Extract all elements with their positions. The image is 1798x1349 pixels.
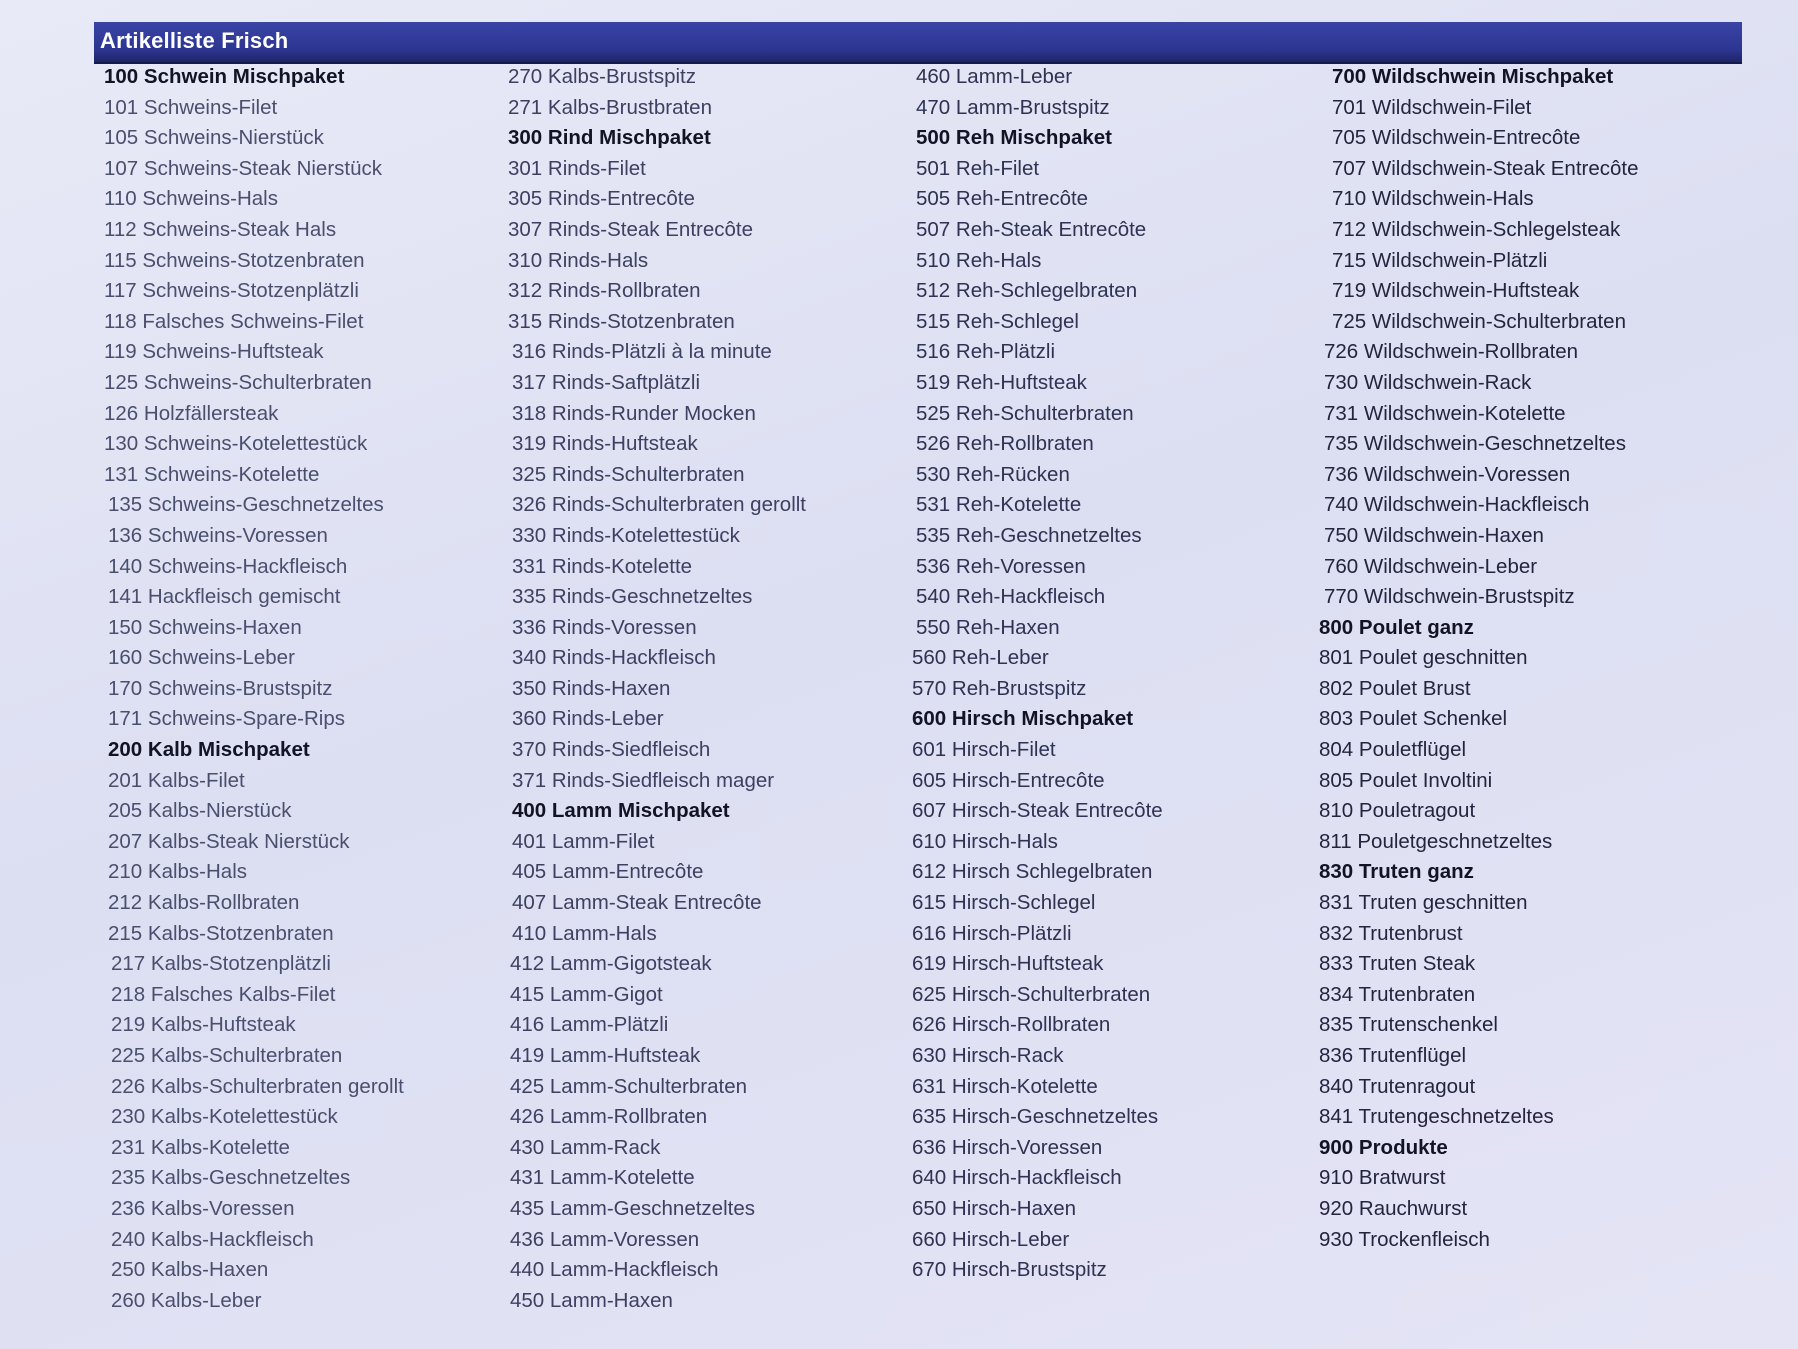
category-header: 830 Truten ganz	[1319, 860, 1474, 884]
article-item: 340 Rinds-Hackfleisch	[512, 646, 716, 670]
column-1	[104, 62, 404, 1316]
article-item: 740 Wildschwein-Hackfleisch	[1324, 493, 1590, 517]
article-item: 112 Schweins-Steak Hals	[104, 217, 337, 241]
article-item: 110 Schweins-Hals	[104, 187, 278, 211]
article-item: 435 Lamm-Geschnetzeltes	[510, 1196, 755, 1220]
article-item: 407 Lamm-Steak Entrecôte	[512, 891, 762, 915]
article-item: 119 Schweins-Huftsteak	[104, 340, 324, 364]
category-header: 400 Lamm Mischpaket	[512, 799, 730, 823]
category-header: 600 Hirsch Mischpaket	[912, 707, 1134, 731]
article-item: 525 Reh-Schulterbraten	[916, 401, 1134, 425]
article-item: 212 Kalbs-Rollbraten	[108, 891, 300, 915]
article-item: 101 Schweins-Filet	[104, 95, 278, 119]
article-item: 832 Trutenbrust	[1319, 921, 1463, 945]
article-item: 516 Reh-Plätzli	[916, 340, 1056, 364]
article-item: 315 Rinds-Stotzenbraten	[508, 309, 735, 333]
article-item: 201 Kalbs-Filet	[108, 768, 245, 792]
article-item: 131 Schweins-Kotelette	[104, 462, 320, 486]
article-item: 419 Lamm-Huftsteak	[510, 1044, 701, 1067]
article-item: 316 Rinds-Plätzli à la minute	[512, 340, 772, 364]
title-bar	[94, 22, 1742, 62]
article-item: 305 Rinds-Entrecôte	[508, 187, 695, 211]
article-item: 536 Reh-Voressen	[916, 554, 1086, 578]
article-item: 105 Schweins-Nierstück	[104, 126, 324, 150]
article-item: 531 Reh-Kotelette	[916, 493, 1082, 517]
article-item: 710 Wildschwein-Hals	[1332, 187, 1534, 211]
article-item: 805 Poulet Involtini	[1319, 768, 1493, 792]
article-item: 535 Reh-Geschnetzeltes	[916, 523, 1142, 547]
article-item: 230 Kalbs-Kotelettestück	[111, 1105, 338, 1129]
article-item: 811 Pouletgeschnetzeltes	[1319, 829, 1553, 853]
article-item: 507 Reh-Steak Entrecôte	[916, 217, 1147, 241]
article-item: 831 Truten geschnitten	[1319, 891, 1528, 915]
article-item: 601 Hirsch-Filet	[912, 738, 1056, 762]
article-item: 136 Schweins-Voressen	[108, 523, 328, 547]
page-title: Artikelliste Frisch	[100, 28, 289, 53]
article-item: 107 Schweins-Steak Nierstück	[104, 156, 383, 180]
article-item: 150 Schweins-Haxen	[108, 615, 302, 639]
article-item: 803 Poulet Schenkel	[1319, 707, 1508, 731]
article-item: 171 Schweins-Spare-Rips	[108, 707, 346, 731]
article-item: 371 Rinds-Siedfleisch mager	[512, 768, 775, 792]
article-item: 425 Lamm-Schulterbraten	[510, 1074, 748, 1098]
article-item: 833 Truten Steak	[1319, 952, 1476, 976]
article-item: 610 Hirsch-Hals	[912, 829, 1058, 853]
article-item: 802 Poulet Brust	[1319, 676, 1471, 700]
article-item: 625 Hirsch-Schulterbraten	[912, 982, 1151, 1006]
article-item: 360 Rinds-Leber	[512, 707, 664, 731]
article-item: 250 Kalbs-Haxen	[111, 1258, 269, 1282]
article-item: 630 Hirsch-Rack	[912, 1044, 1064, 1067]
article-item: 370 Rinds-Siedfleisch	[512, 738, 711, 762]
article-item: 401 Lamm-Filet	[512, 829, 655, 853]
article-item: 440 Lamm-Hackfleisch	[510, 1258, 719, 1282]
article-item: 326 Rinds-Schulterbraten gerollt	[512, 493, 806, 517]
article-item: 715 Wildschwein-Plätzli	[1332, 248, 1548, 272]
article-item: 801 Poulet geschnitten	[1319, 646, 1528, 670]
article-item: 350 Rinds-Haxen	[512, 676, 671, 700]
article-item: 515 Reh-Schlegel	[916, 309, 1079, 333]
article-item: 910 Bratwurst	[1319, 1166, 1446, 1190]
article-item: 631 Hirsch-Kotelette	[912, 1074, 1098, 1098]
article-item: 125 Schweins-Schulterbraten	[104, 370, 372, 394]
article-item: 770 Wildschwein-Brustspitz	[1324, 585, 1575, 609]
article-item: 841 Trutengeschnetzeltes	[1319, 1105, 1554, 1129]
article-item: 501 Reh-Filet	[916, 156, 1040, 180]
article-item: 207 Kalbs-Steak Nierstück	[108, 829, 350, 853]
article-item: 410 Lamm-Hals	[512, 921, 657, 945]
article-item: 215 Kalbs-Stotzenbraten	[108, 921, 334, 945]
article-item: 115 Schweins-Stotzenbraten	[104, 248, 365, 272]
article-item: 226 Kalbs-Schulterbraten gerollt	[111, 1074, 404, 1098]
article-item: 312 Rinds-Rollbraten	[508, 279, 701, 303]
article-item: 225 Kalbs-Schulterbraten	[111, 1044, 343, 1067]
article-item: 319 Rinds-Huftsteak	[512, 432, 698, 456]
article-item: 235 Kalbs-Geschnetzeltes	[111, 1166, 351, 1190]
article-item: 705 Wildschwein-Entrecôte	[1332, 126, 1581, 150]
category-header: 300 Rind Mischpaket	[508, 126, 711, 150]
article-item: 660 Hirsch-Leber	[912, 1227, 1070, 1251]
article-item: 219 Kalbs-Huftsteak	[111, 1013, 296, 1037]
article-item: 804 Pouletflügel	[1319, 738, 1467, 762]
article-item: 840 Trutenragout	[1319, 1074, 1476, 1098]
article-item: 301 Rinds-Filet	[508, 156, 646, 180]
article-item: 310 Rinds-Hals	[508, 248, 649, 272]
article-item: 135 Schweins-Geschnetzeltes	[108, 493, 384, 517]
article-item: 736 Wildschwein-Voressen	[1324, 462, 1571, 486]
article-item: 307 Rinds-Steak Entrecôte	[508, 217, 753, 241]
article-item: 140 Schweins-Hackfleisch	[108, 554, 348, 578]
article-item: 430 Lamm-Rack	[510, 1135, 661, 1159]
article-item: 205 Kalbs-Nierstück	[108, 799, 292, 823]
article-item: 612 Hirsch Schlegelbraten	[912, 860, 1153, 884]
article-item: 317 Rinds-Saftplätzli	[512, 370, 701, 394]
article-item: 615 Hirsch-Schlegel	[912, 891, 1096, 915]
article-item: 416 Lamm-Plätzli	[510, 1013, 669, 1037]
category-header: 900 Produkte	[1319, 1135, 1448, 1159]
category-header: 100 Schwein Mischpaket	[104, 65, 345, 88]
article-item: 735 Wildschwein-Geschnetzeltes	[1324, 432, 1626, 456]
article-item: 810 Pouletragout	[1319, 799, 1476, 823]
category-header: 700 Wildschwein Mischpaket	[1332, 65, 1614, 88]
article-item: 719 Wildschwein-Huftsteak	[1332, 279, 1580, 303]
column-2	[508, 62, 806, 1316]
article-item: 436 Lamm-Voressen	[510, 1227, 700, 1251]
article-item: 270 Kalbs-Brustspitz	[508, 65, 697, 88]
article-item: 750 Wildschwein-Haxen	[1324, 523, 1544, 547]
article-item: 836 Trutenflügel	[1319, 1044, 1467, 1067]
article-item: 510 Reh-Hals	[916, 248, 1042, 272]
category-header: 500 Reh Mischpaket	[916, 126, 1112, 150]
article-item: 619 Hirsch-Huftsteak	[912, 952, 1104, 976]
article-item: 505 Reh-Entrecôte	[916, 187, 1089, 211]
article-item: 512 Reh-Schlegelbraten	[916, 279, 1138, 303]
article-item: 725 Wildschwein-Schulterbraten	[1332, 309, 1626, 333]
article-item: 405 Lamm-Entrecôte	[512, 860, 704, 884]
article-item: 626 Hirsch-Rollbraten	[912, 1013, 1111, 1037]
article-item: 130 Schweins-Kotelettestück	[104, 432, 368, 456]
article-item: 760 Wildschwein-Leber	[1324, 554, 1538, 578]
article-item: 118 Falsches Schweins-Filet	[104, 309, 364, 333]
article-item: 731 Wildschwein-Kotelette	[1324, 401, 1566, 425]
article-item: 217 Kalbs-Stotzenplätzli	[111, 952, 331, 976]
article-item: 540 Reh-Hackfleisch	[916, 585, 1106, 609]
article-item: 607 Hirsch-Steak Entrecôte	[912, 799, 1163, 823]
article-item: 335 Rinds-Geschnetzeltes	[512, 585, 753, 609]
article-item: 726 Wildschwein-Rollbraten	[1324, 340, 1579, 364]
article-item: 415 Lamm-Gigot	[510, 982, 663, 1006]
article-item: 426 Lamm-Rollbraten	[510, 1105, 708, 1129]
article-item: 570 Reh-Brustspitz	[912, 676, 1087, 700]
article-item: 331 Rinds-Kotelette	[512, 554, 693, 578]
article-item: 231 Kalbs-Kotelette	[111, 1135, 290, 1159]
article-item: 470 Lamm-Brustspitz	[916, 95, 1110, 119]
article-item: 271 Kalbs-Brustbraten	[508, 95, 712, 119]
article-item: 920 Rauchwurst	[1319, 1196, 1468, 1220]
article-item: 160 Schweins-Leber	[108, 646, 295, 670]
article-item: 450 Lamm-Haxen	[510, 1288, 673, 1312]
article-item: 930 Trockenfleisch	[1319, 1227, 1490, 1251]
article-item: 636 Hirsch-Voressen	[912, 1135, 1103, 1159]
article-item: 431 Lamm-Kotelette	[510, 1166, 695, 1190]
article-item: 318 Rinds-Runder Mocken	[512, 401, 756, 425]
category-header: 200 Kalb Mischpaket	[108, 738, 310, 762]
article-item: 707 Wildschwein-Steak Entrecôte	[1332, 156, 1639, 180]
column-3	[912, 62, 1163, 1286]
article-item: 126 Holzfällersteak	[104, 401, 279, 425]
article-item: 635 Hirsch-Geschnetzeltes	[912, 1105, 1159, 1129]
category-header: 800 Poulet ganz	[1319, 615, 1474, 639]
article-item: 670 Hirsch-Brustspitz	[912, 1258, 1107, 1282]
article-item: 530 Reh-Rücken	[916, 462, 1070, 486]
article-item: 712 Wildschwein-Schlegelsteak	[1332, 217, 1621, 241]
article-item: 236 Kalbs-Voressen	[111, 1196, 295, 1220]
article-item: 460 Lamm-Leber	[916, 65, 1073, 88]
article-item: 550 Reh-Haxen	[916, 615, 1060, 639]
article-item: 640 Hirsch-Hackfleisch	[912, 1166, 1122, 1190]
article-item: 834 Trutenbraten	[1319, 982, 1476, 1006]
article-item: 170 Schweins-Brustspitz	[108, 676, 333, 700]
article-item: 560 Reh-Leber	[912, 646, 1049, 670]
article-item: 519 Reh-Huftsteak	[916, 370, 1087, 394]
article-item: 336 Rinds-Voressen	[512, 615, 697, 639]
article-item: 605 Hirsch-Entrecôte	[912, 768, 1105, 792]
article-item: 325 Rinds-Schulterbraten	[512, 462, 745, 486]
article-item: 117 Schweins-Stotzenplätzli	[104, 279, 359, 303]
article-item: 141 Hackfleisch gemischt	[108, 585, 341, 609]
article-item: 616 Hirsch-Plätzli	[912, 921, 1072, 945]
article-item: 218 Falsches Kalbs-Filet	[111, 982, 336, 1006]
article-item: 650 Hirsch-Haxen	[912, 1196, 1077, 1220]
article-item: 730 Wildschwein-Rack	[1324, 370, 1532, 394]
article-item: 835 Trutenschenkel	[1319, 1013, 1498, 1037]
article-item: 330 Rinds-Kotelettestück	[512, 523, 740, 547]
article-item: 412 Lamm-Gigotsteak	[510, 952, 712, 976]
article-item: 701 Wildschwein-Filet	[1332, 95, 1532, 119]
article-item: 210 Kalbs-Hals	[108, 860, 248, 884]
article-item: 240 Kalbs-Hackfleisch	[111, 1227, 314, 1251]
article-item: 526 Reh-Rollbraten	[916, 432, 1094, 456]
column-4	[1319, 62, 1639, 1255]
article-item: 260 Kalbs-Leber	[111, 1288, 262, 1312]
